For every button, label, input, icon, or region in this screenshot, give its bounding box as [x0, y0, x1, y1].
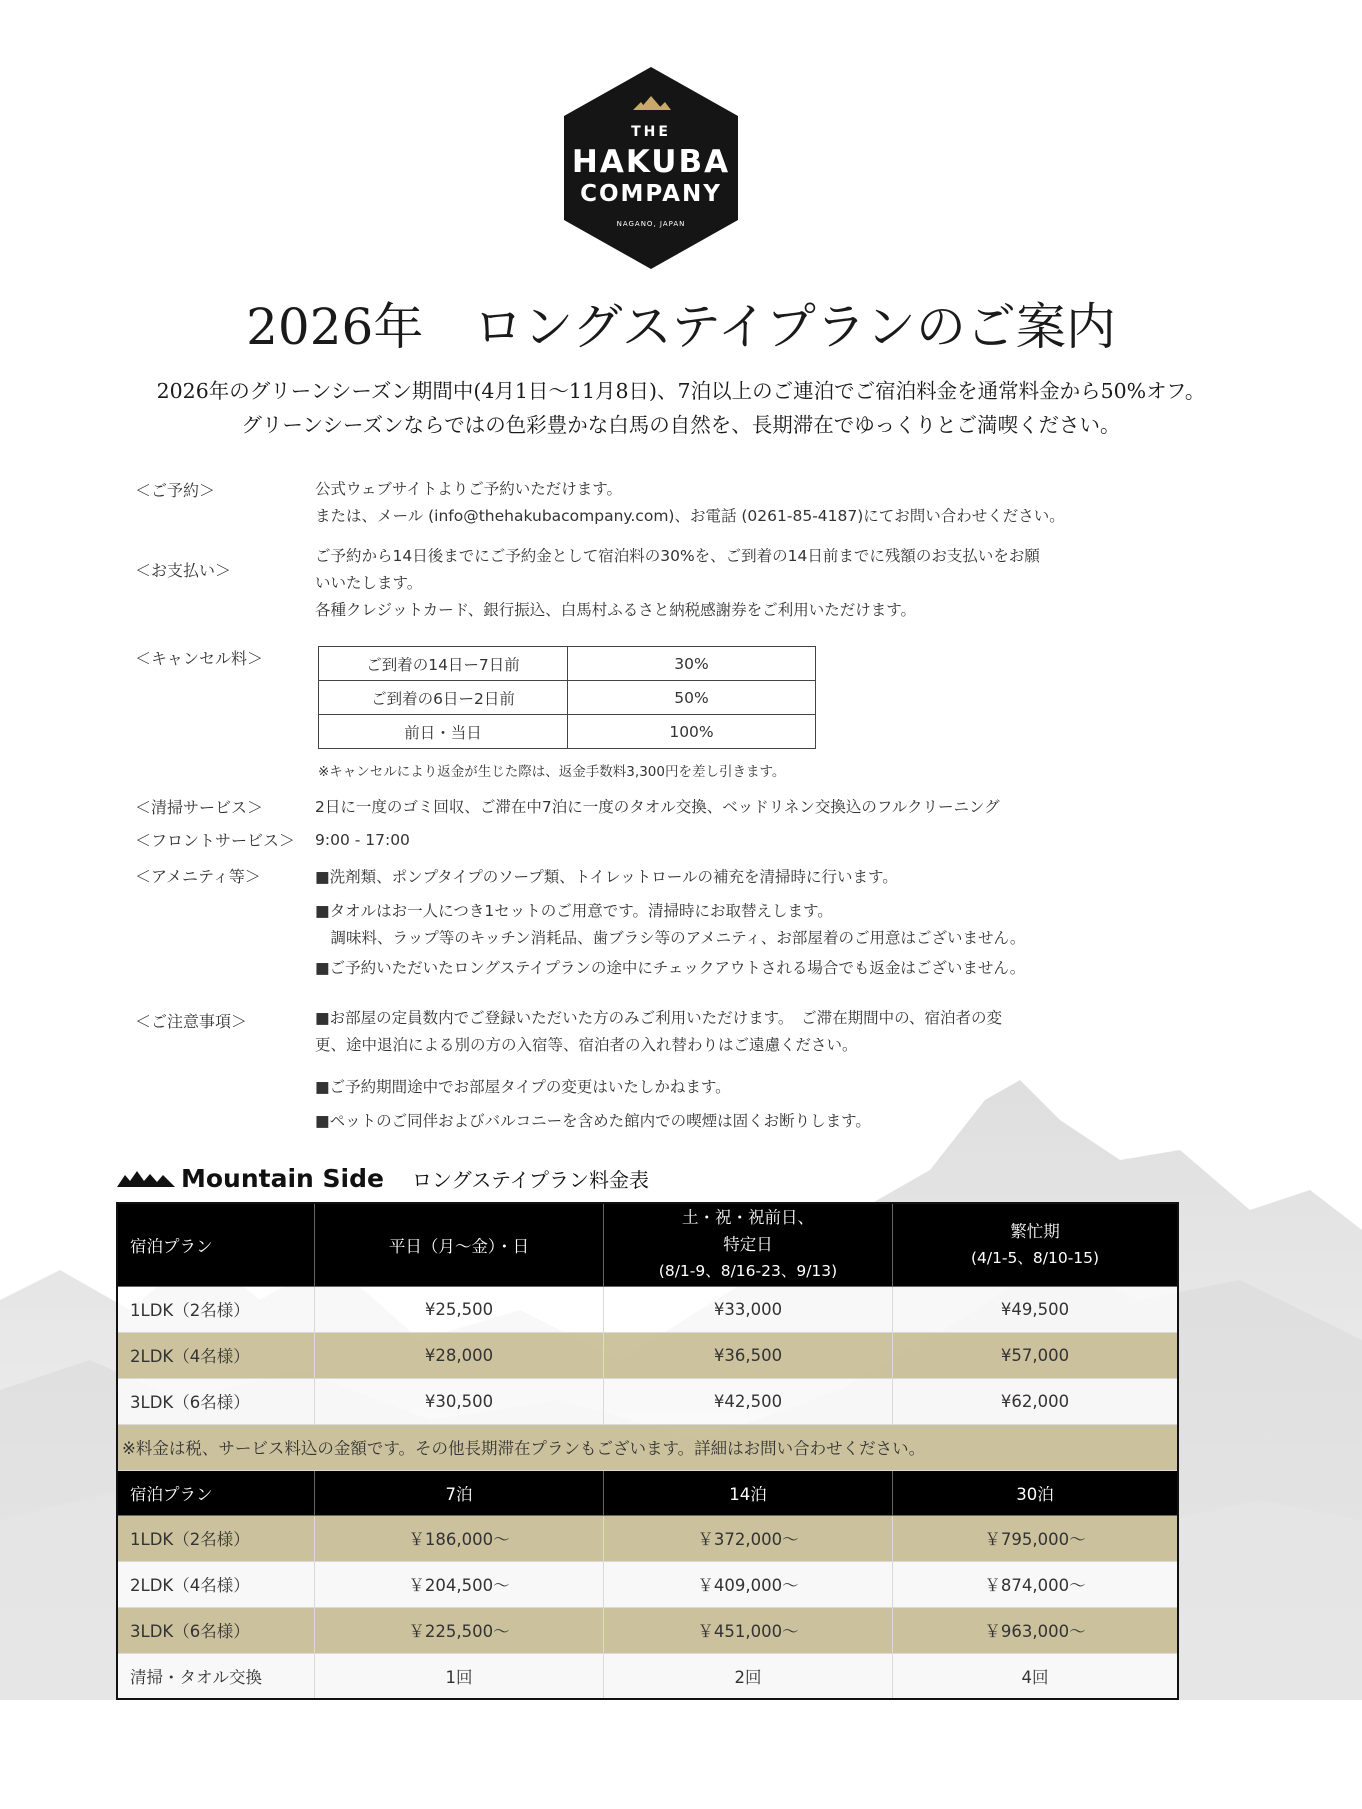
- payment-label: ＜お支払い＞: [135, 561, 232, 580]
- amenity-label: ＜アメニティ等＞: [135, 867, 261, 886]
- price-cell: ¥30,500: [315, 1378, 604, 1424]
- service-cell: 清掃・タオル交換: [117, 1653, 315, 1699]
- header-cell: 平日（月〜金）・日: [315, 1203, 604, 1286]
- amenity-line: ■ご予約いただいたロングステイプランの途中にチェックアウトされる場合でも返金はございません。: [315, 959, 1026, 977]
- price-cell: ¥42,500: [604, 1378, 893, 1424]
- count-cell: 4回: [893, 1653, 1179, 1699]
- table-note-row: [117, 1424, 1178, 1470]
- table-row: [117, 1607, 1178, 1653]
- payment-line: いいたします。: [315, 574, 423, 592]
- cancel-period: ご到着の14日ー7日前: [319, 647, 568, 681]
- reservation-line: 公式ウェブサイトよりご予約いただけます。: [315, 480, 623, 498]
- price-cell: ￥372,000〜: [604, 1515, 893, 1561]
- price-cell: ¥28,000: [315, 1332, 604, 1378]
- room-type-cell: 3LDK（6名様）: [117, 1378, 315, 1424]
- header-cell: 30泊: [893, 1470, 1179, 1515]
- reservation-line: または、メール (info@thehakubacompany.com)、お電話 (0261-85-4187)にてお問い合わせください。: [315, 507, 1065, 525]
- logo-hakuba-text: HAKUBA: [571, 144, 731, 180]
- cleaning-text: 2日に一度のゴミ回収、ご滞在中7泊に一度のタオル交換、ベッドリネン交換込のフルクリーニング: [315, 798, 1000, 816]
- amenity-line: ■タオルはお一人につき1セットのご用意です。清掃時にお取替えします。: [315, 902, 833, 920]
- payment-line: 各種クレジットカード、銀行振込、白馬村ふるさと納税感謝券をご利用いただけます。: [315, 601, 917, 619]
- cancel-row: [319, 715, 816, 749]
- cancel-note: ※キャンセルにより返金が生じた際は、返金手数料3,300円を差し引きます。: [318, 764, 786, 780]
- hakuba-company-logo: [557, 64, 745, 272]
- page-title: 2026年 ロングステイプランのご案内: [246, 298, 1116, 356]
- caution-text: [315, 1005, 1115, 1135]
- rate-table: [116, 1202, 1179, 1700]
- table-row: [117, 1515, 1178, 1561]
- price-cell: ￥795,000〜: [893, 1515, 1179, 1561]
- price-cell: ¥57,000: [893, 1332, 1179, 1378]
- room-type-cell: 2LDK（4名様）: [117, 1561, 315, 1607]
- reservation-text: [315, 476, 1115, 530]
- caution-line: ■ペットのご同伴およびバルコニーを含めた館内での喫煙は固くお断りします。: [315, 1112, 871, 1130]
- cleaning-label: ＜清掃サービス＞: [135, 798, 264, 817]
- logo-the-text: THE: [631, 124, 671, 140]
- price-cell: ¥49,500: [893, 1286, 1179, 1332]
- price-cell: ¥25,500: [315, 1286, 604, 1332]
- table-row: [117, 1561, 1178, 1607]
- table-header-row: [117, 1203, 1178, 1286]
- price-cell: ￥409,000〜: [604, 1561, 893, 1607]
- rate-table-title: ロングステイプラン料金表: [411, 1168, 649, 1192]
- header-cell-line: (4/1-5、8/10-15): [970, 1248, 1100, 1267]
- price-cell: ￥451,000〜: [604, 1607, 893, 1653]
- mountain-icon: [117, 1169, 175, 1189]
- cancel-rate: 50%: [568, 681, 816, 715]
- price-cell: ¥62,000: [893, 1378, 1179, 1424]
- price-cell: ￥186,000〜: [315, 1515, 604, 1561]
- price-cell: ¥36,500: [604, 1332, 893, 1378]
- logo-company-text: COMPANY: [580, 181, 722, 207]
- brand-name: Mountain Side: [181, 1164, 384, 1193]
- count-cell: 1回: [315, 1653, 604, 1699]
- amenity-text: [315, 864, 1115, 982]
- payment-line: ご予約から14日後までにご予約金として宿泊料の30%を、ご到着の14日前までに残額のお支払いをお願: [315, 547, 1040, 565]
- table-row: [117, 1378, 1178, 1424]
- cancel-rate: 30%: [568, 647, 816, 681]
- amenity-line: ■洗剤類、ポンプタイプのソープ類、トイレットロールの補充を清掃時に行います。: [315, 868, 898, 886]
- price-note: ※料金は税、サービス料込の金額です。その他長期滞在プランもございます。詳細はお問い合わせください。: [117, 1424, 1178, 1470]
- room-type-cell: 1LDK（2名様）: [117, 1286, 315, 1332]
- front-service-hours: 9:00 - 17:00: [315, 831, 410, 849]
- cancel-row: [319, 681, 816, 715]
- cancel-row: [319, 647, 816, 681]
- header-cell: [893, 1203, 1179, 1286]
- header-cell-line: 土・祝・祝前日、: [682, 1208, 814, 1228]
- room-type-cell: 2LDK（4名様）: [117, 1332, 315, 1378]
- front-service-label: ＜フロントサービス＞: [135, 831, 296, 850]
- caution-line: 更、途中退泊による別の方の入宿等、宿泊者の入れ替わりはご遠慮ください。: [315, 1036, 858, 1054]
- amenity-line: 調味料、ラップ等のキッチン消耗品、歯ブラシ等のアメニティ、お部屋着のご用意はございません。: [315, 929, 1026, 947]
- price-cell: ￥963,000〜: [893, 1607, 1179, 1653]
- header-cell-line: 繁忙期: [1010, 1221, 1060, 1241]
- header-cell: 宿泊プラン: [117, 1470, 315, 1515]
- logo-location-text: NAGANO, JAPAN: [616, 220, 686, 228]
- header-cell: 7泊: [315, 1470, 604, 1515]
- lead-paragraph: [0, 374, 1362, 442]
- payment-text: [315, 543, 1115, 624]
- table-row: [117, 1653, 1178, 1699]
- table-header-row: [117, 1470, 1178, 1515]
- header-cell: 14泊: [604, 1470, 893, 1515]
- price-cell: ￥204,500〜: [315, 1561, 604, 1607]
- price-cell: ¥33,000: [604, 1286, 893, 1332]
- cancel-period: ご到着の6日ー2日前: [319, 681, 568, 715]
- rate-table-heading: [117, 1164, 649, 1193]
- table-row: [117, 1332, 1178, 1378]
- room-type-cell: 3LDK（6名様）: [117, 1607, 315, 1653]
- price-cell: ￥225,500〜: [315, 1607, 604, 1653]
- header-cell: 宿泊プラン: [117, 1203, 315, 1286]
- header-cell: [604, 1203, 893, 1286]
- cancel-rate: 100%: [568, 715, 816, 749]
- header-cell-line: (8/1-9、8/16-23、9/13): [658, 1262, 838, 1281]
- room-type-cell: 1LDK（2名様）: [117, 1515, 315, 1561]
- count-cell: 2回: [604, 1653, 893, 1699]
- caution-line: ■ご予約期間途中でお部屋タイプの変更はいたしかねます。: [315, 1078, 731, 1096]
- reservation-label: ＜ご予約＞: [135, 481, 216, 500]
- cancel-period: 前日・当日: [319, 715, 568, 749]
- cancel-label: ＜キャンセル料＞: [135, 649, 264, 668]
- cancel-fee-table: [318, 646, 816, 749]
- caution-label: ＜ご注意事項＞: [135, 1012, 248, 1031]
- table-row: [117, 1286, 1178, 1332]
- caution-line: ■お部屋の定員数内でご登録いただいた方のみご利用いただけます。 ご滞在期間中の、宿泊者の変: [315, 1009, 1003, 1027]
- lead-line: グリーンシーズンならではの色彩豊かな白馬の自然を、長期滞在でゆっくりとご満喫ください。: [241, 413, 1121, 437]
- header-cell-line: 特定日: [723, 1235, 773, 1255]
- price-cell: ￥874,000〜: [893, 1561, 1179, 1607]
- lead-line: 2026年のグリーンシーズン期間中(4月1日〜11月8日)、7泊以上のご連泊でご宿泊料金を通常料金から50%オフ。: [156, 379, 1206, 403]
